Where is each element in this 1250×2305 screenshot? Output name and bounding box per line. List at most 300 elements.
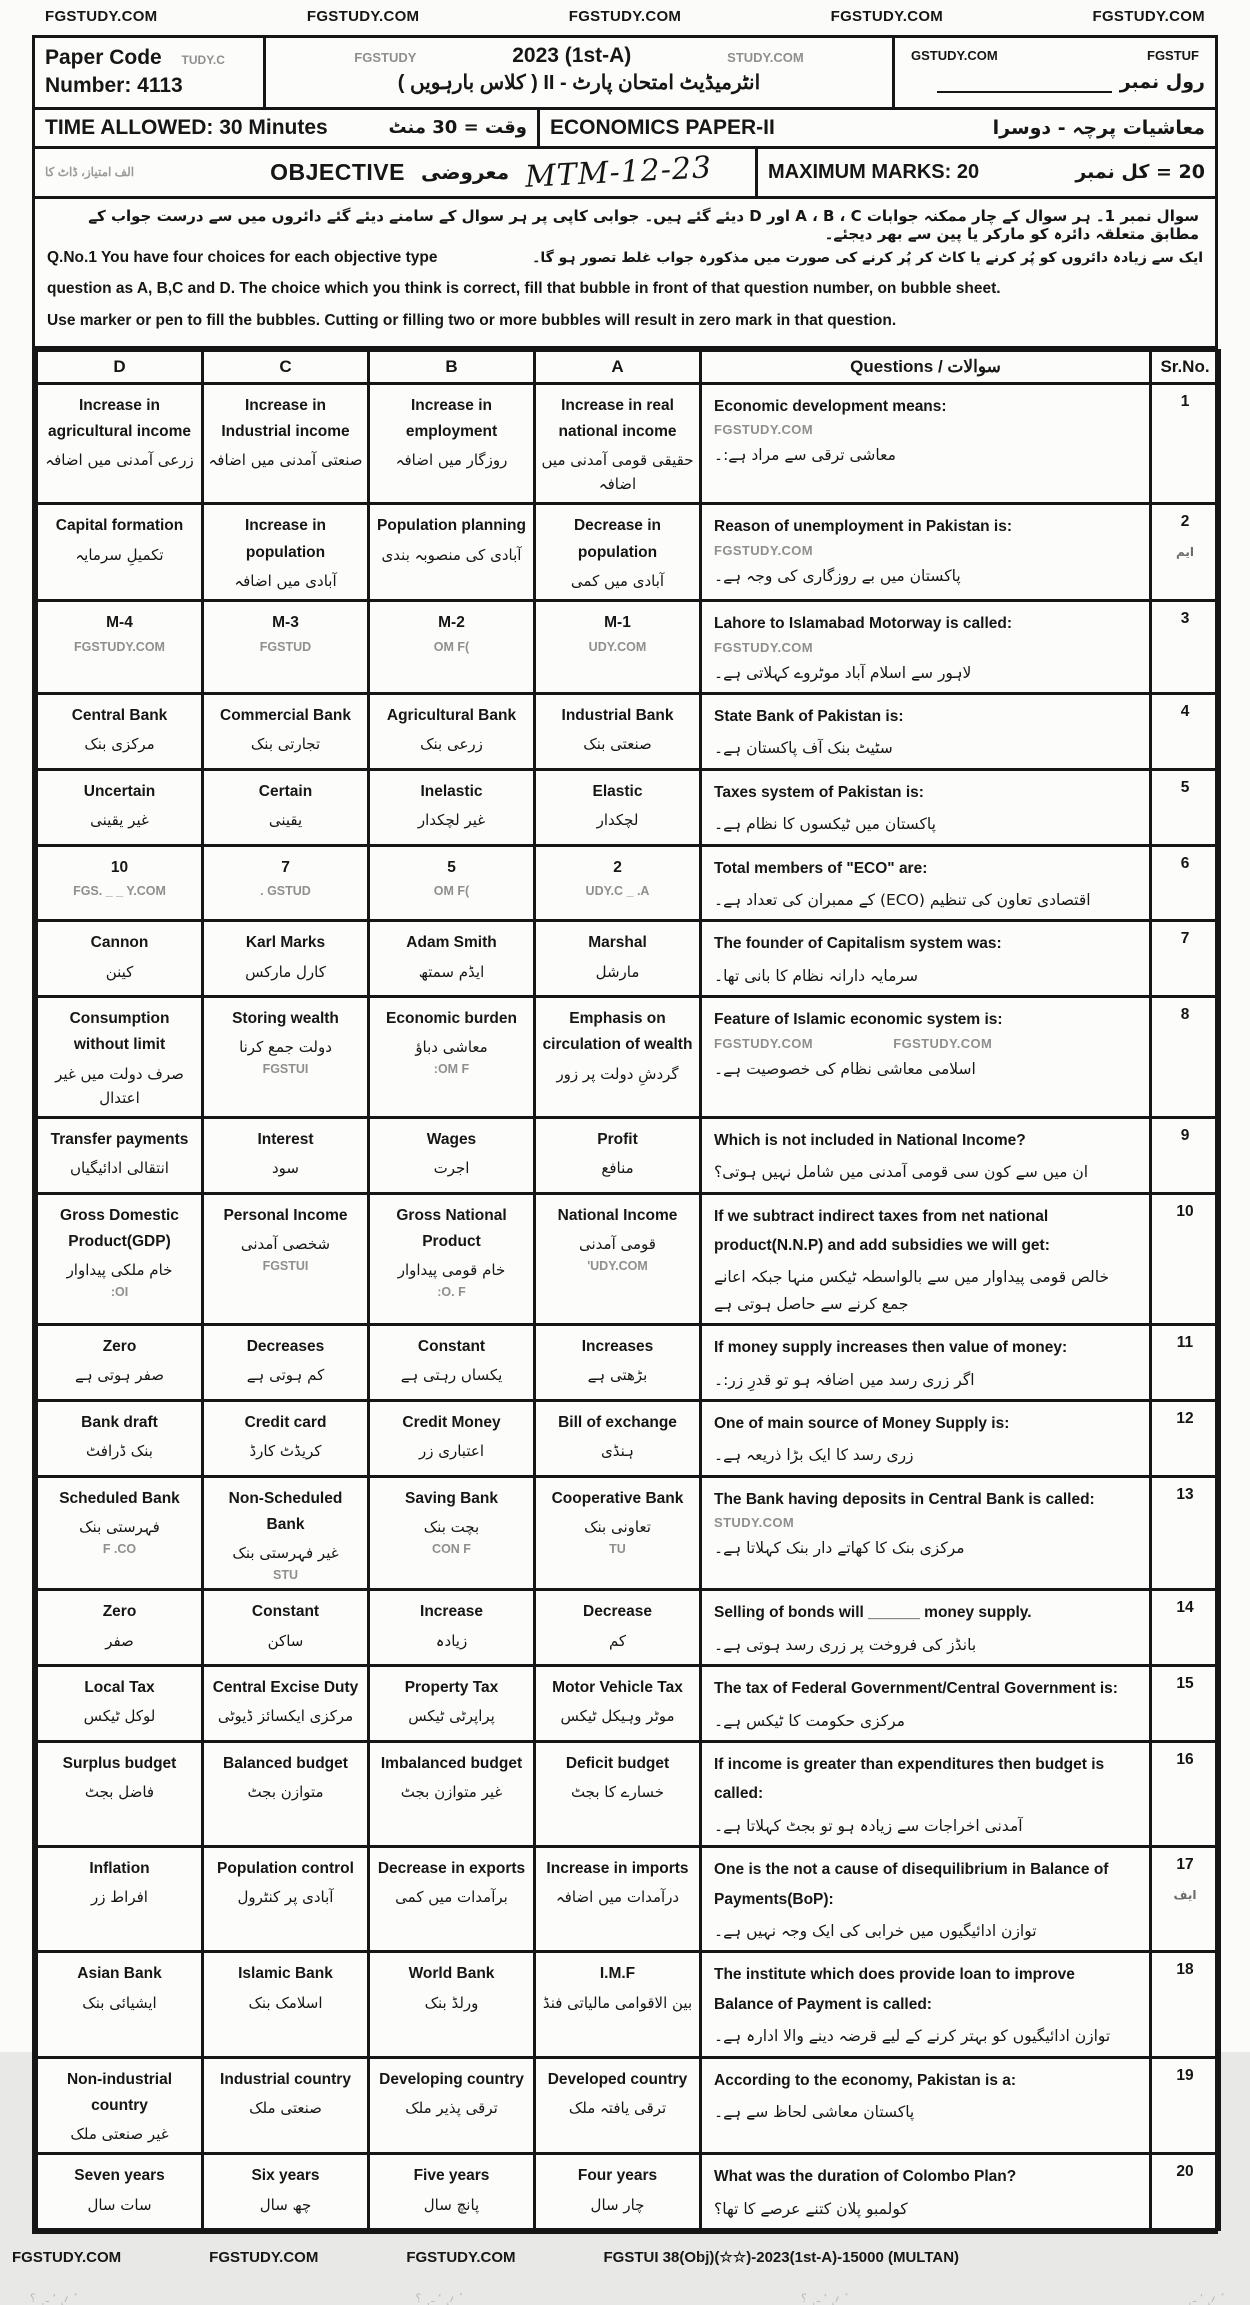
option-d-text-en: Non-industrial country <box>66 2070 173 2114</box>
option-c-text-en: Commercial Bank <box>220 706 351 724</box>
option-a-text-en: National Income <box>557 1206 678 1224</box>
option-a-text-ur: ہنڈی <box>601 1442 634 1461</box>
option-c-cell <box>203 2057 369 2154</box>
question-text-ur: سٹیٹ بنک آف پاکستان ہے۔ <box>714 739 893 758</box>
option-a-cell <box>535 601 701 694</box>
option-d-text-ur: ایشیائی بنک <box>82 1993 157 2012</box>
option-b-cell <box>369 921 535 997</box>
option-c-cell <box>203 997 369 1118</box>
serial-number-cell <box>1151 1590 1220 1666</box>
option-d-cell <box>37 1193 203 1325</box>
option-a-text-en: Bill of exchange <box>558 1413 677 1431</box>
question-cell <box>701 1476 1151 1590</box>
option-a-cell <box>535 2154 701 2230</box>
option-a-text-en: Marshal <box>588 934 647 952</box>
option-d-text-ur: فہرستی بنک <box>79 1518 160 1536</box>
option-c-text-en: Certain <box>258 782 313 800</box>
serial-number-cell <box>1151 997 1220 1118</box>
option-a-text-en: Cooperative Bank <box>551 1489 684 1507</box>
header-row-objective-marks <box>35 149 1215 199</box>
instruction-en-line3: Use marker or pen to fill the bubbles. Cutting or filling two or more bubbles will result in zero mark in that question. <box>47 312 897 330</box>
option-c-cell <box>203 383 369 504</box>
option-d-cell <box>37 504 203 601</box>
question-text-en: Reason of unemployment in Pakistan is: <box>714 518 1013 536</box>
option-c-text-en: Non-Scheduled Bank <box>228 1489 343 1533</box>
option-b-text-en: Constant <box>417 1338 486 1356</box>
option-d-text-en: Bank draft <box>81 1413 158 1431</box>
option-c-text-ur: آبادی میں اضافہ <box>234 572 337 591</box>
option-d-text-en: Local Tax <box>84 1679 155 1697</box>
mcq-row <box>37 693 1220 769</box>
option-d-text-ur: تکمیلِ سرمایہ <box>75 545 164 564</box>
option-b-text-en: Agricultural Bank <box>386 706 517 724</box>
option-a-text-en: Motor Vehicle Tax <box>552 1679 683 1697</box>
question-text-ur: پاکستان میں ٹیکسوں کا نظام ہے۔ <box>714 815 936 834</box>
option-d-text-en: Inflation <box>89 1860 150 1878</box>
option-d-cell <box>37 1476 203 1590</box>
option-d-text-en: Zero <box>102 1338 137 1356</box>
handwritten-paper-code: MTM-12-23 <box>524 149 713 195</box>
option-d-cell <box>37 1400 203 1476</box>
option-a-cell <box>535 1952 701 2057</box>
option-c-text-en: Karl Marks <box>245 934 326 952</box>
serial-number: 5 <box>1180 778 1190 796</box>
question-text-ur: پاکستان معاشی لحاظ سے ہے۔ <box>714 2103 915 2121</box>
option-b-text-en: Adam Smith <box>406 934 497 952</box>
question-text-ur: سرمایہ دارانہ نظام کا بانی تھا۔ <box>714 966 918 985</box>
watermark-fragment: STUDY.COM <box>727 50 804 65</box>
option-a-cell <box>535 769 701 845</box>
option-a-text-ur: آبادی میں کمی <box>570 572 665 591</box>
option-b-text-en: Population planning <box>377 517 526 535</box>
option-c-cell <box>203 1325 369 1401</box>
option-a-cell <box>535 921 701 997</box>
option-c-text-ur: دولت جمع کرنا <box>239 1038 332 1057</box>
serial-number: 12 <box>1176 1409 1194 1427</box>
option-b-cell <box>369 1741 535 1846</box>
option-c-text-en: Balanced budget <box>223 1754 348 1772</box>
option-a-text-ur: کم <box>608 1631 627 1650</box>
watermark-text: FGSTUDY.COM <box>45 8 158 25</box>
option-b-text-en: Imbalanced budget <box>380 1754 523 1772</box>
option-b-cell <box>369 1325 535 1401</box>
roll-number-blank-field[interactable] <box>937 73 1112 93</box>
question-text-en: What was the duration of Colombo Plan? <box>714 2168 1017 2186</box>
option-d-text-en: Increase in agricultural income <box>48 396 191 441</box>
header-row-time-subject <box>35 110 1215 149</box>
option-d-cell <box>37 1952 203 2057</box>
question-text-en: If we subtract indirect taxes from net national product(N.N.P) and add subsidies we will get: <box>714 1207 1050 1254</box>
question-cell <box>701 1117 1151 1193</box>
year-session: 2023 (1st-A) <box>512 44 632 67</box>
roll-number-cell <box>895 38 1215 107</box>
question-cell <box>701 997 1151 1118</box>
option-b-cell <box>369 1952 535 2057</box>
watermark-fragment: FGSTUDY.COM <box>714 542 814 558</box>
question-cell <box>701 1952 1151 2057</box>
mcq-row <box>37 921 1220 997</box>
mcq-row <box>37 383 1220 504</box>
objective-label-ur: معروضی <box>420 160 510 185</box>
time-allowed-en: TIME ALLOWED: 30 Minutes <box>45 115 328 139</box>
serial-faint-mark: ایف <box>1173 1888 1197 1903</box>
question-text-en: Lahore to Islamabad Motorway is called: <box>714 615 1013 633</box>
option-a-cell <box>535 997 701 1118</box>
option-a-cell <box>535 1476 701 1590</box>
watermark-fragment: STUDY.COM <box>714 1515 795 1531</box>
question-cell <box>701 383 1151 504</box>
watermark-fragment: FGSTUDY.COM <box>714 422 814 438</box>
paper-outer-box <box>32 35 1218 2234</box>
option-c-text-ur: ساکن <box>267 1631 304 1650</box>
mcq-row <box>37 2057 1220 2154</box>
question-text-ur: پاکستان میں بے روزگاری کی وجہ ہے۔ <box>714 566 961 585</box>
mcq-table-header <box>37 350 1220 383</box>
question-cell <box>701 2154 1151 2230</box>
serial-faint-mark: ایم <box>1175 545 1195 560</box>
option-c-text-ur: سود <box>272 1159 299 1178</box>
watermark-fragment: FGSTUI <box>262 1258 309 1273</box>
option-d-cell <box>37 2057 203 2154</box>
watermark-fragment: :O. F <box>437 1285 466 1300</box>
option-b-cell <box>369 769 535 845</box>
option-b-cell <box>369 1193 535 1325</box>
watermark-fragment: :OM F <box>433 1062 470 1077</box>
option-c-text-ur: تجارتی بنک <box>250 735 321 754</box>
option-c-cell <box>203 921 369 997</box>
option-c-cell <box>203 601 369 694</box>
option-c-text-ur: غیر فہرستی بنک <box>232 1544 339 1563</box>
option-b-text-en: Decrease in exports <box>377 1860 526 1878</box>
serial-number: 10 <box>1176 1202 1194 1220</box>
serial-number-cell <box>1151 921 1220 997</box>
question-cell <box>701 504 1151 601</box>
option-a-cell <box>535 1590 701 1666</box>
option-b-text-en: Gross National Product <box>396 1206 507 1250</box>
option-a-text-ur: تعاونی بنک <box>584 1518 651 1536</box>
option-c-cell <box>203 693 369 769</box>
option-d-text-en: Central Bank <box>71 706 168 724</box>
option-d-text-ur: صفر ہوتی ہے <box>75 1366 164 1385</box>
option-c-text-ur: شخصی آمدنی <box>240 1234 331 1253</box>
serial-number: 1 <box>1180 392 1190 410</box>
serial-number-cell <box>1151 383 1220 504</box>
year-session-line <box>276 44 882 68</box>
time-allowed-ur: وقت = 30 منٹ <box>388 117 527 139</box>
serial-number: 6 <box>1180 854 1190 872</box>
option-a-text-en: Increase in imports <box>546 1860 689 1878</box>
option-a-text-ur: منافع <box>601 1159 634 1178</box>
option-d-cell <box>37 601 203 694</box>
question-text-ur: توازن ادائیگیوں کو بہتر کرنے کے لیے قرضہ دینے والا ادارہ ہے۔ <box>714 2027 1111 2046</box>
option-c-text-en: Six years <box>251 2167 320 2185</box>
option-c-text-ur: مرکزی ایکسائز ڈیوٹی <box>217 1707 354 1726</box>
option-b-text-ur: اعتباری زر <box>419 1442 484 1461</box>
question-cell <box>701 769 1151 845</box>
serial-number: 4 <box>1180 702 1190 720</box>
watermark-text: FGSTUDY.COM <box>209 2249 319 2267</box>
serial-number: 3 <box>1180 610 1190 628</box>
objective-label-en: OBJECTIVE <box>270 158 405 185</box>
option-c-text-ur: کم ہوتی ہے <box>246 1366 325 1385</box>
option-c-cell <box>203 1741 369 1846</box>
option-b-text-ur: آبادی کی منصوبہ بندی <box>381 545 522 564</box>
question-text-en: If money supply increases then value of money: <box>714 1339 1068 1357</box>
option-d-text-en: Transfer payments <box>50 1130 189 1148</box>
question-text-ur: آمدنی اخراجات سے زیادہ ہو تو بجٹ کہلاتا ہے۔ <box>714 1816 1023 1835</box>
option-b-text-ur: بچت بنک <box>423 1518 480 1536</box>
question-text-ur: لاہور سے اسلام آباد موٹروے کہلاتی ہے۔ <box>714 663 972 682</box>
watermark-fragment: FGSTUF <box>1147 48 1199 63</box>
option-b-text-ur: زرعی بنک <box>420 735 483 754</box>
option-b-cell <box>369 1847 535 1952</box>
instructions-block <box>35 199 1215 349</box>
option-a-text-ur: بین الاقوامی مالیاتی فنڈ <box>542 1993 693 2012</box>
option-a-text-ur: بڑھتی ہے <box>587 1366 648 1385</box>
option-a-text-ur: مارشل <box>595 962 640 981</box>
option-c-text-ur: کریڈٹ کارڈ <box>249 1442 322 1461</box>
option-b-text-en: M-2 <box>438 614 465 632</box>
mcq-row <box>37 1400 1220 1476</box>
option-c-text-en: 7 <box>281 858 290 876</box>
column-header-questions: Questions / سوالات <box>701 350 1151 383</box>
option-d-text-en: 10 <box>110 858 129 876</box>
mcq-row <box>37 1117 1220 1193</box>
serial-number: 2 <box>1180 513 1190 531</box>
question-cell <box>701 1400 1151 1476</box>
subject-en: ECONOMICS PAPER-II <box>550 115 775 139</box>
watermark-fragment: 'UDY.COM <box>587 1258 648 1273</box>
option-b-text-ur: پانچ سال <box>423 2195 480 2214</box>
option-b-text-ur: ایڈم سمتھ <box>418 962 485 981</box>
instruction-line2 <box>47 249 1203 273</box>
option-b-text-en: Developing country <box>379 2070 524 2088</box>
instruction-en-line2: question as A, B,C and D. The choice which you think is correct, fill that bubble in front of that question number, on bubble sheet. <box>47 279 1001 297</box>
option-a-text-en: Increase in real national income <box>558 396 677 441</box>
serial-number-cell <box>1151 1193 1220 1325</box>
serial-number-cell <box>1151 1666 1220 1742</box>
question-cell <box>701 1590 1151 1666</box>
option-c-text-en: Central Excise Duty <box>212 1679 359 1697</box>
option-d-text-ur: خام ملکی پیداوار <box>66 1261 173 1280</box>
option-d-text-en: Scheduled Bank <box>59 1489 180 1507</box>
option-c-text-en: Increase in Industrial income <box>221 396 350 441</box>
paper-code-cell <box>35 38 266 107</box>
option-d-cell <box>37 2154 203 2230</box>
option-a-text-ur: صنعتی بنک <box>583 735 652 754</box>
mcq-row <box>37 769 1220 845</box>
option-c-cell <box>203 769 369 845</box>
question-text-ur: معاشی ترقی سے مراد ہے:۔ <box>714 446 896 465</box>
serial-number: 18 <box>1176 1961 1194 1979</box>
option-d-text-ur: غیر صنعتی ملک <box>70 2125 169 2144</box>
option-d-cell <box>37 1117 203 1193</box>
option-a-text-en: Elastic <box>592 782 643 800</box>
question-text-en: State Bank of Pakistan is: <box>714 707 904 725</box>
option-d-text-en: Seven years <box>74 2167 165 2185</box>
option-a-cell <box>535 383 701 504</box>
serial-number: 14 <box>1176 1599 1194 1617</box>
question-text-ur: خالص قومی پیداوار میں سے بالواسطہ ٹیکس منہا جبکہ اعانے جمع کرنے سے حاصل ہوتی ہے <box>714 1268 1110 1313</box>
watermark-fragment: FGSTUDY.COM FGSTUDY.COM <box>714 1035 993 1051</box>
option-b-text-en: Increase in employment <box>405 396 498 441</box>
paper-code-number: Number: 4113 <box>45 74 183 98</box>
option-b-text-en: Credit Money <box>402 1413 501 1431</box>
option-c-cell <box>203 2154 369 2230</box>
option-b-cell <box>369 383 535 504</box>
exam-title-cell <box>266 38 895 107</box>
serial-number-cell <box>1151 1400 1220 1476</box>
option-c-text-ur: کارل مارکس <box>245 962 326 981</box>
max-marks-en: MAXIMUM MARKS: 20 <box>768 160 980 183</box>
option-a-text-ur: چار سال <box>590 2195 645 2214</box>
mcq-row <box>37 1325 1220 1401</box>
option-b-text-ur: اجرت <box>433 1159 470 1178</box>
option-d-cell <box>37 769 203 845</box>
option-a-cell <box>535 1193 701 1325</box>
option-b-text-ur: غیر متوازن بجٹ <box>400 1783 503 1802</box>
mcq-row <box>37 504 1220 601</box>
serial-number-cell <box>1151 2057 1220 2154</box>
option-b-cell <box>369 845 535 921</box>
watermark-fragment: FGSTUD <box>259 639 312 654</box>
option-d-cell <box>37 845 203 921</box>
question-text-ur: مرکزی بنک کا کھاتے دار بنک کہلاتا ہے۔ <box>714 1539 965 1558</box>
question-text-en: Taxes system of Pakistan is: <box>714 783 924 801</box>
option-b-text-ur: برآمدات میں کمی <box>395 1888 508 1907</box>
option-b-cell <box>369 1400 535 1476</box>
option-a-text-en: Decrease in population <box>573 517 662 561</box>
faint-mark: ٔ ؍ ٕ ٬ ـ ٖ ؟ <box>30 2292 73 2305</box>
option-b-text-ur: ترقی پذیر ملک <box>405 2098 498 2117</box>
question-text-ur: مرکزی حکومت کا ٹیکس ہے۔ <box>714 1711 905 1730</box>
roll-number-label: رول نمبر <box>1119 71 1205 93</box>
option-d-text-en: M-4 <box>106 614 133 632</box>
option-c-cell <box>203 1952 369 2057</box>
serial-number: 13 <box>1176 1485 1194 1503</box>
question-text-en: Selling of bonds will ______ money supply. <box>714 1604 1032 1622</box>
option-d-text-en: Uncertain <box>83 782 156 800</box>
option-a-text-ur: لچکدار <box>596 811 639 830</box>
option-d-cell <box>37 693 203 769</box>
option-a-text-en: Four years <box>577 2167 658 2185</box>
watermark-fragment: FGSTUDY <box>354 50 417 65</box>
watermark-line <box>905 44 1205 63</box>
option-b-text-ur: ورلڈ بنک <box>424 1993 479 2012</box>
serial-number-cell <box>1151 1952 1220 2057</box>
option-a-cell <box>535 504 701 601</box>
question-cell <box>701 1847 1151 1952</box>
print-imprint: FGSTUI 38(Obj)(☆☆)-2023(1st-A)-15000 (MULTAN) <box>603 2249 960 2267</box>
option-b-text-ur: زیادہ <box>435 1631 468 1650</box>
mcq-row <box>37 1193 1220 1325</box>
serial-number: 17 <box>1176 1856 1194 1874</box>
option-d-text-en: Zero <box>102 1603 137 1621</box>
watermark-fragment: :OI <box>110 1285 129 1300</box>
max-marks-ur: 20 = کل نمبر <box>1075 161 1205 184</box>
subject-cell <box>540 110 1215 146</box>
option-d-cell <box>37 921 203 997</box>
option-d-text-en: Consumption without limit <box>69 1010 170 1054</box>
question-text-en: The institute which does provide loan to improve Balance of Payment is called: <box>714 1966 1075 2013</box>
option-b-cell <box>369 2057 535 2154</box>
option-c-text-en: M-3 <box>272 614 299 632</box>
question-text-ur: اگر زری رسد میں اضافہ ہو تو قدرِ زر:۔ <box>714 1370 975 1389</box>
watermark-fragment: OM F( <box>433 639 470 654</box>
maximum-marks-cell <box>758 149 1215 196</box>
question-text-en: The tax of Federal Government/Central Government is: <box>714 1680 1118 1698</box>
option-b-text-ur: غیر لچکدار <box>417 811 486 830</box>
option-c-text-en: Industrial country <box>220 2070 351 2088</box>
option-a-cell <box>535 1117 701 1193</box>
question-cell <box>701 845 1151 921</box>
option-a-text-en: Profit <box>597 1130 638 1148</box>
option-c-cell <box>203 504 369 601</box>
option-d-text-ur: سات سال <box>87 2195 152 2214</box>
option-c-text-en: Interest <box>257 1130 314 1148</box>
option-a-text-en: Developed country <box>547 2070 688 2088</box>
option-b-text-ur: یکساں رہتی ہے <box>400 1366 503 1385</box>
option-c-cell <box>203 1193 369 1325</box>
question-text-ur: اقتصادی تعاون کی تنظیم (ECO) کے ممبران کی تعداد ہے۔ <box>714 890 1091 909</box>
top-watermark-row <box>0 0 1250 31</box>
option-d-cell <box>37 1325 203 1401</box>
faint-mark: ٔ ؍ ٕ ٬ ـ ٖ ؟ <box>415 2292 459 2305</box>
serial-number-cell <box>1151 693 1220 769</box>
option-d-text-ur: صرف دولت میں غیر اعتدال <box>55 1064 184 1107</box>
option-a-text-ur: ترقی یافتہ ملک <box>568 2098 667 2117</box>
mcq-row <box>37 1476 1220 1590</box>
option-b-cell <box>369 997 535 1118</box>
serial-number-cell <box>1151 601 1220 694</box>
option-b-text-en: World Bank <box>408 1965 495 1983</box>
option-a-cell <box>535 1666 701 1742</box>
option-d-text-ur: انتقالی ادائیگیاں <box>70 1159 169 1178</box>
serial-number-cell <box>1151 1117 1220 1193</box>
option-d-cell <box>37 383 203 504</box>
option-b-text-en: Wages <box>426 1130 477 1148</box>
column-header-c: C <box>203 350 369 383</box>
option-c-text-en: Constant <box>251 1603 320 1621</box>
serial-number: 15 <box>1176 1675 1194 1693</box>
option-d-text-en: Capital formation <box>55 517 184 535</box>
question-text-en: According to the economy, Pakistan is a: <box>714 2071 1017 2089</box>
question-text-en: The Bank having deposits in Central Bank is called: <box>714 1490 1095 1508</box>
watermark-fragment: F .CO <box>102 1542 137 1556</box>
option-b-cell <box>369 601 535 694</box>
option-b-cell <box>369 1476 535 1590</box>
watermark-fragment: FGSTUI <box>262 1062 309 1077</box>
question-text-en: One of main source of Money Supply is: <box>714 1414 1010 1432</box>
serial-number-cell <box>1151 1476 1220 1590</box>
question-text-en: The founder of Capitalism system was: <box>714 935 1002 953</box>
question-text-ur: توازن ادائیگیوں میں خرابی کی ایک وجہ نہیں ہے۔ <box>714 1922 1037 1940</box>
option-d-cell <box>37 997 203 1118</box>
option-c-text-ur: یقینی <box>268 811 303 830</box>
option-a-text-ur: قومی آمدنی <box>579 1234 656 1253</box>
option-c-cell <box>203 1590 369 1666</box>
option-a-text-en: Deficit budget <box>565 1754 670 1772</box>
header-row-paper-code <box>35 38 1215 110</box>
faint-mark: ٔ ؍ ٕ ٬ ـ ٖ ؟ <box>800 2292 844 2305</box>
question-text-ur: کولمبو پلان کتنے عرصے کا تھا؟ <box>714 2199 908 2218</box>
mcq-row <box>37 1952 1220 2057</box>
option-c-text-ur: متوازن بجٹ <box>247 1783 324 1802</box>
question-cell <box>701 921 1151 997</box>
option-a-text-ur: حقیقی قومی آمدنی میں اضافہ <box>541 451 694 494</box>
faint-mark: ٔ ؍ ٕ ٬ ـ ٖ <box>1186 2292 1220 2305</box>
mcq-row <box>37 601 1220 694</box>
